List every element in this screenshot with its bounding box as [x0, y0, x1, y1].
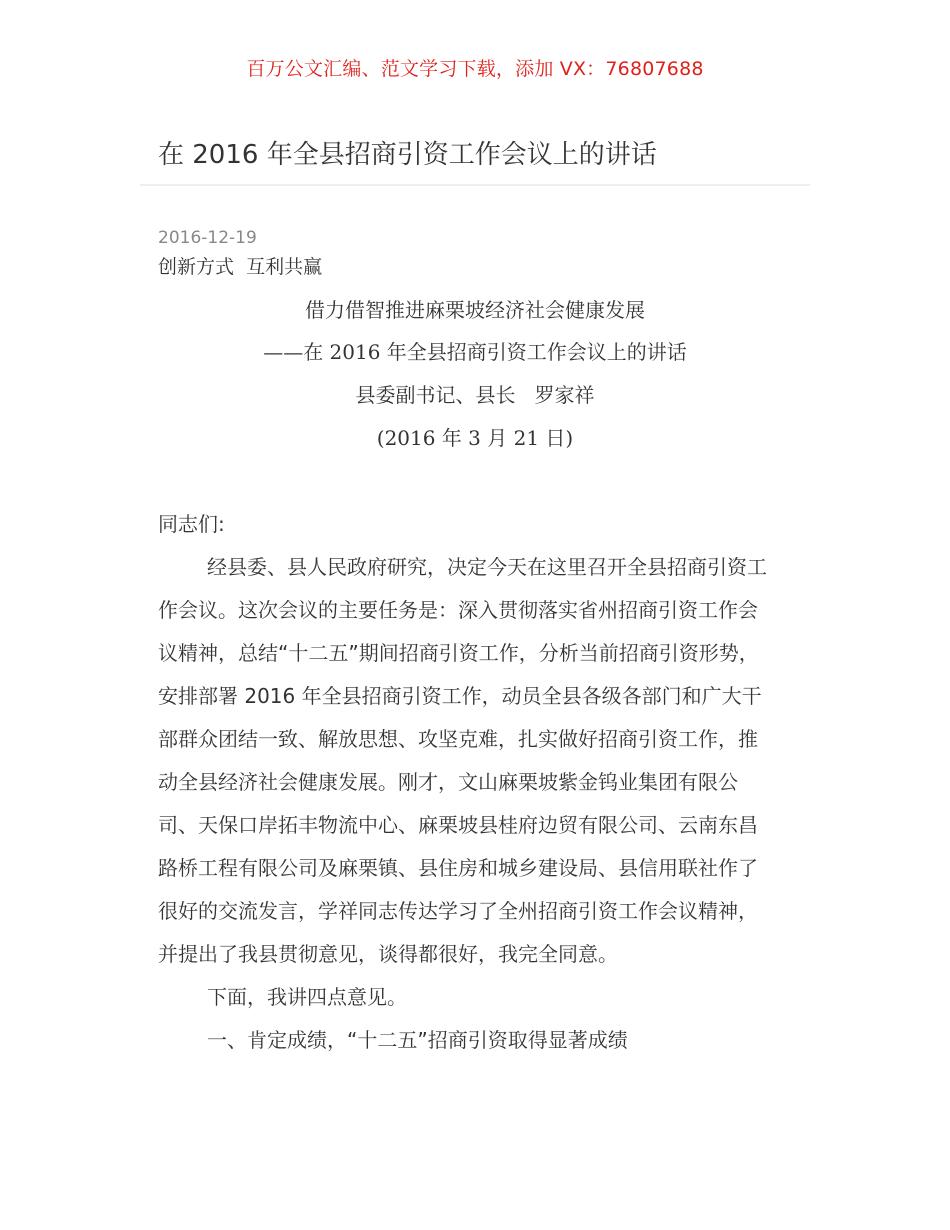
publish-date: 2016-12-19 — [158, 228, 257, 248]
paragraph-line: 很好的交流发言，学祥同志传达学习了全州招商引资工作会议精神， — [158, 899, 758, 923]
section-heading: 一、肯定成绩，“十二五”招商引资取得显著成绩 — [207, 1028, 628, 1052]
paragraph-line: 作会议。这次会议的主要任务是：深入贯彻落实省州招商引资工作会 — [158, 598, 758, 622]
speech-date: (2016 年 3 月 21 日) — [376, 426, 574, 450]
paragraph-line: 安排部署 2016 年全县招商引资工作，动员全县各级各部门和广大干 — [158, 684, 762, 708]
speech-headline: 借力借智推进麻栗坡经济社会健康发展 — [305, 298, 645, 322]
paragraph-line: 路桥工程有限公司及麻栗镇、县住房和城乡建设局、县信用联社作了 — [158, 856, 758, 880]
watermark-banner: 百万公文汇编、范文学习下载，添加 VX：76807688 — [246, 58, 704, 80]
paragraph-line: 司、天保口岸拓丰物流中心、麻栗坡县桂府边贸有限公司、云南东昌 — [158, 813, 758, 837]
title-divider — [140, 184, 810, 186]
paragraph-intro: 下面，我讲四点意见。 — [207, 985, 407, 1009]
speech-body — [158, 503, 798, 1062]
speech-subtitle: ——在 2016 年全县招商引资工作会议上的讲话 — [263, 340, 687, 364]
paragraph-line: 并提出了我县贯彻意见，谈得都很好，我完全同意。 — [158, 942, 618, 966]
paragraph-line: 议精神，总结“十二五”期间招商引资工作，分析当前招商引资形势， — [158, 641, 759, 665]
paragraph-line: 部群众团结一致、解放思想、攻坚克难，扎实做好招商引资工作，推 — [158, 727, 758, 751]
article-slogan: 创新方式 互利共赢 — [158, 256, 323, 278]
paragraph-line: 动全县经济社会健康发展。刚才，文山麻栗坡紫金钨业集团有限公 — [158, 770, 738, 794]
article-title: 在 2016 年全县招商引资工作会议上的讲话 — [158, 140, 657, 170]
paragraph-line: 经县委、县人民政府研究，决定今天在这里召开全县招商引资工 — [207, 555, 767, 579]
salutation: 同志们: — [158, 512, 225, 536]
speaker-line: 县委副书记、县长 罗家祥 — [355, 383, 595, 407]
